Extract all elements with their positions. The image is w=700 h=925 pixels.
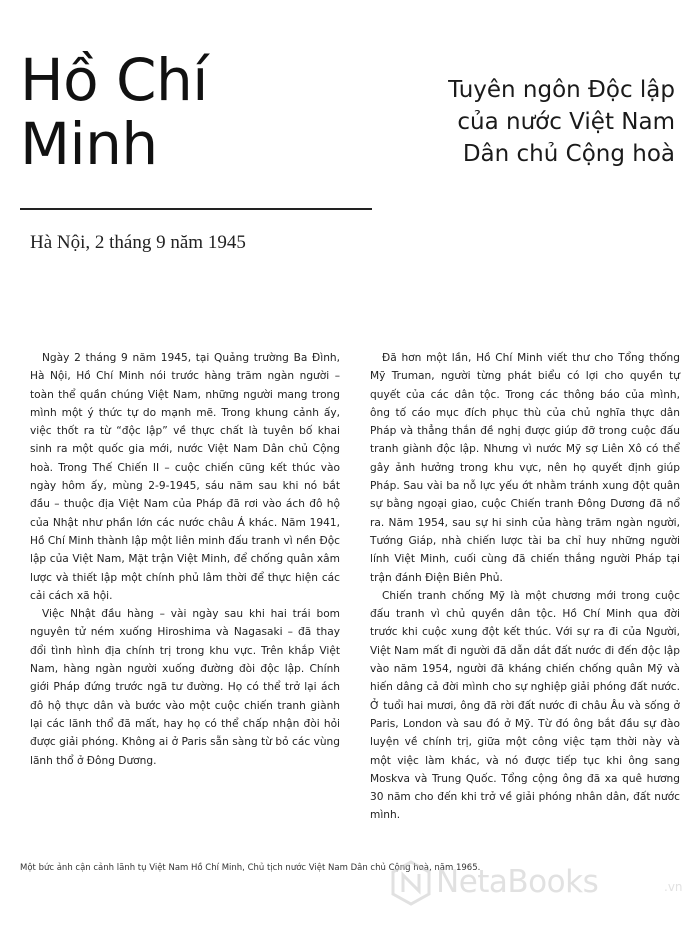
photo-caption: Một bức ảnh cận cảnh lãnh tụ Việt Nam Hồ Chí Minh, Chủ tịch nước Việt Nam Dân chủ Cộng hoà, năm 1965.: [20, 863, 481, 873]
body-paragraph: Chiến tranh chống Mỹ là một chương mới trong cuộc đấu tranh vì chủ quyền dân tộc. Hồ Chí Minh qua đời trước khi cuộc xung đột kết thúc. Với sự ra đi của Người, Việt Nam mất đi người đã dẫn dắt đất nước đi đến độc lập vào năm 1954, người đã kháng chiến chống quân Mỹ và hiến dâng cả đời mình cho sự nghiệp giải phóng đất nước. Ở tuổi hai mươi, ông đã rời đất nước đi châu Âu và sống ở Paris, London và sau đó ở Mỹ. Từ đó ông bắt đầu sự đào luyện về chính trị, giữa một công việc tạm thời này và một việc làm khác, và nó được tiếp tục khi ông sang Moskva và Trung Quốc. Tổng cộng ông đã xa quê hương 30 năm cho đến khi trở về giải phóng nhân dân, đất nước mình.: [370, 589, 680, 822]
dateline: Hà Nội, 2 tháng 9 năm 1945: [30, 232, 246, 253]
document-title-line: Tuyên ngôn Độc lập: [448, 77, 675, 103]
document-title: [355, 74, 675, 170]
document-title-line: của nước Việt Nam: [457, 109, 675, 135]
document-title-line: Dân chủ Cộng hoà: [462, 141, 675, 167]
body-column-left: [30, 349, 340, 770]
author-name: [20, 48, 208, 176]
body-column-right: [370, 349, 680, 825]
watermark-text: NetaBooks: [436, 864, 599, 900]
body-paragraph: Việc Nhật đầu hàng – vài ngày sau khi hai trái bom nguyên tử ném xuống Hiroshima và Nagasaki – đã thay đổi tình hình địa chính trị trong khu vực. Trên khắp Việt Nam, hàng ngàn người xuống đường đòi độc lập. Chính giới Pháp đứng trước ngã tư đường. Họ có thể trở lại ách đô hộ thực dân và bước vào một cuộc chiến tranh giành lại các lãnh thổ đã mất, hay họ có thể chấp nhận đòi hỏi được giải phóng. Không ai ở Paris sẵn sàng từ bỏ các vùng lãnh thổ ở Đông Dương.: [30, 608, 340, 767]
header-divider: [20, 208, 372, 210]
watermark-suffix: .vn: [664, 880, 683, 894]
netabooks-logo-icon: [390, 860, 432, 906]
watermark: [378, 858, 698, 908]
author-name-line1: Hồ Chí: [20, 46, 208, 114]
body-paragraph: Ngày 2 tháng 9 năm 1945, tại Quảng trường Ba Đình, Hà Nội, Hồ Chí Minh nói trước hàng trăm ngàn người – toàn thể quần chúng Việt Nam, những người mang trong mình một ý thức tự do mạnh mẽ. Trong khung cảnh ấy, việc thốt ra từ “độc lập” về thực chất là tuyên bố khai sinh ra một quốc gia mới, nước Việt Nam Dân chủ Cộng hoà. Trong Thế Chiến II – cuộc chiến cũng kết thúc vào ngày hôm ấy, mùng 2-9-1945, sáu năm sau khi nó bắt đầu – thuộc địa Việt Nam của Pháp đã rơi vào ách đô hộ của Nhật như phần lớn các nước châu Á khác. Năm 1941, Hồ Chí Minh thành lập một liên minh đấu tranh vì nền Độc lập của Việt Nam, Mặt trận Việt Minh, để chống quân xâm lược và thiết lập một chính phủ lâm thời để thực hiện các cải cách xã hội.: [30, 352, 340, 602]
author-name-line2: Minh: [20, 110, 158, 178]
body-paragraph: Đã hơn một lần, Hồ Chí Minh viết thư cho Tổng thống Mỹ Truman, người từng phát biểu có lợi cho quyền tự quyết của các dân tộc. Trong các thông báo của mình, ông tố cáo mục đích phục thù của chủ nghĩa thực dân Pháp và thẳng thắn đề nghị được giúp đỡ trong cuộc đấu tranh giành độc lập. Nhưng vì nước Mỹ sợ Liên Xô có thể gây ảnh hưởng trong khu vực, nên họ quyết định giúp Pháp. Sau vài ba nỗ lực yếu ớt nhằm tránh xung đột quân sự bằng ngoại giao, cuộc Chiến tranh Đông Dương đã nổ ra. Năm 1954, sau sự hi sinh của hàng trăm ngàn người, Tướng Giáp, nhà chiến lược tài ba chỉ huy những người lính Việt Minh, cuối cùng đã chiến thắng người Pháp tại trận đánh Điện Biên Phủ.: [370, 352, 680, 584]
